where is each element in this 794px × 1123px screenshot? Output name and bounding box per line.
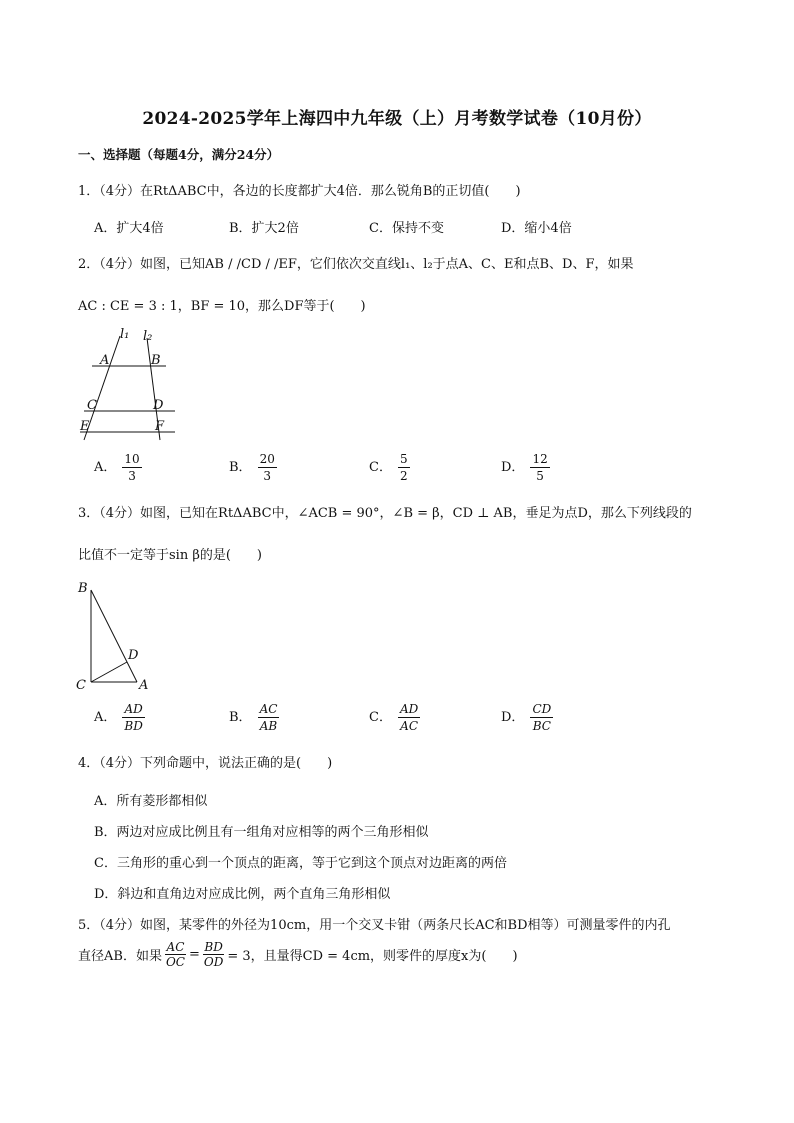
question-1: 1．（4分）在RtΔABC中，各边的长度都扩大4倍．那么锐角B的正切值( ) <box>78 184 521 199</box>
label-l2: l₂ <box>143 329 153 344</box>
label-a: A <box>139 678 149 693</box>
right-triangle-figure <box>72 578 162 693</box>
section-heading: 一、选择题（每题4分，满分24分） <box>78 147 280 162</box>
label-e: E <box>80 419 90 434</box>
q4-option-c[interactable]: C．三角形的重心到一个顶点的距离，等于它到这个顶点对边距离的两倍 <box>94 856 507 871</box>
question-3-line-2: 比值不一定等于sin β的是( ) <box>78 548 262 563</box>
q3-option-c[interactable]: C． $\frac{AD}{AC}$ <box>369 702 419 733</box>
q4-option-d[interactable]: D．斜边和直角边对应成比例，两个直角三角形相似 <box>94 887 391 902</box>
question-5-line-1: 5．（4分）如图，某零件的外径为10cm，用一个交叉卡钳（两条尺长AC和BD相等）可测量零件的内孔 <box>78 918 671 933</box>
label-b: B <box>151 353 161 368</box>
question-2-line-1: 2．（4分）如图，已知AB / /CD / /EF，它们依次交直线l₁、l₂于点A、C、E和点B、D、F，如果 <box>78 257 634 272</box>
q2-option-d[interactable]: D． $\frac{12}{5}$ <box>501 452 548 483</box>
q1-option-c[interactable]: C．保持不变 <box>369 221 444 236</box>
question-4: 4．（4分）下列命题中，说法正确的是( ) <box>78 756 333 771</box>
q3-option-b[interactable]: B． $\frac{AC}{AB}$ <box>229 702 278 733</box>
q1-option-b[interactable]: B．扩大2倍 <box>229 221 299 236</box>
label-d: D <box>128 648 139 663</box>
altitude-cd <box>91 662 127 682</box>
q4-option-b[interactable]: B．两边对应成比例且有一组角对应相等的两个三角形相似 <box>94 825 429 840</box>
q2-option-c[interactable]: C． $\frac{5}{2}$ <box>369 452 408 483</box>
q2-option-a[interactable]: A． $\frac{10}{3}$ <box>94 452 140 483</box>
label-a: A <box>100 353 110 368</box>
question-2-line-2: AC : CE = 3 : 1，BF = 10，那么DF等于( ) <box>78 299 366 314</box>
q4-option-a[interactable]: A．所有菱形都相似 <box>94 794 208 809</box>
page-title: 2024-2025学年上海四中九年级（上）月考数学试卷（10月份） <box>142 109 652 129</box>
label-b: B <box>78 581 88 596</box>
label-d: D <box>153 398 164 413</box>
side-ab <box>91 590 137 682</box>
label-f: F <box>155 419 165 434</box>
question-3-line-1: 3．（4分）如图，已知在RtΔABC中，∠ACB = 90°，∠B = β，CD ⊥ AB，垂足为点D，那么下列线段的 <box>78 506 692 521</box>
q3-option-d[interactable]: D． $\frac{CD}{BC}$ <box>501 702 552 733</box>
parallel-lines-figure <box>74 322 184 442</box>
question-5-line-2: 直径AB．如果 $\frac{AC}{OC}$ = $\frac{BD}{OD}$ = 3，且量得CD = 4cm，则零件的厚度x为( ) <box>78 940 518 969</box>
label-l1: l₁ <box>120 327 130 342</box>
q2-option-b[interactable]: B． $\frac{20}{3}$ <box>229 452 275 483</box>
q1-option-a[interactable]: A．扩大4倍 <box>94 221 164 236</box>
q3-option-a[interactable]: A． $\frac{AD}{BD}$ <box>94 702 143 733</box>
label-c: C <box>87 398 97 413</box>
q1-option-d[interactable]: D．缩小4倍 <box>501 221 572 236</box>
label-c: C <box>76 678 86 693</box>
